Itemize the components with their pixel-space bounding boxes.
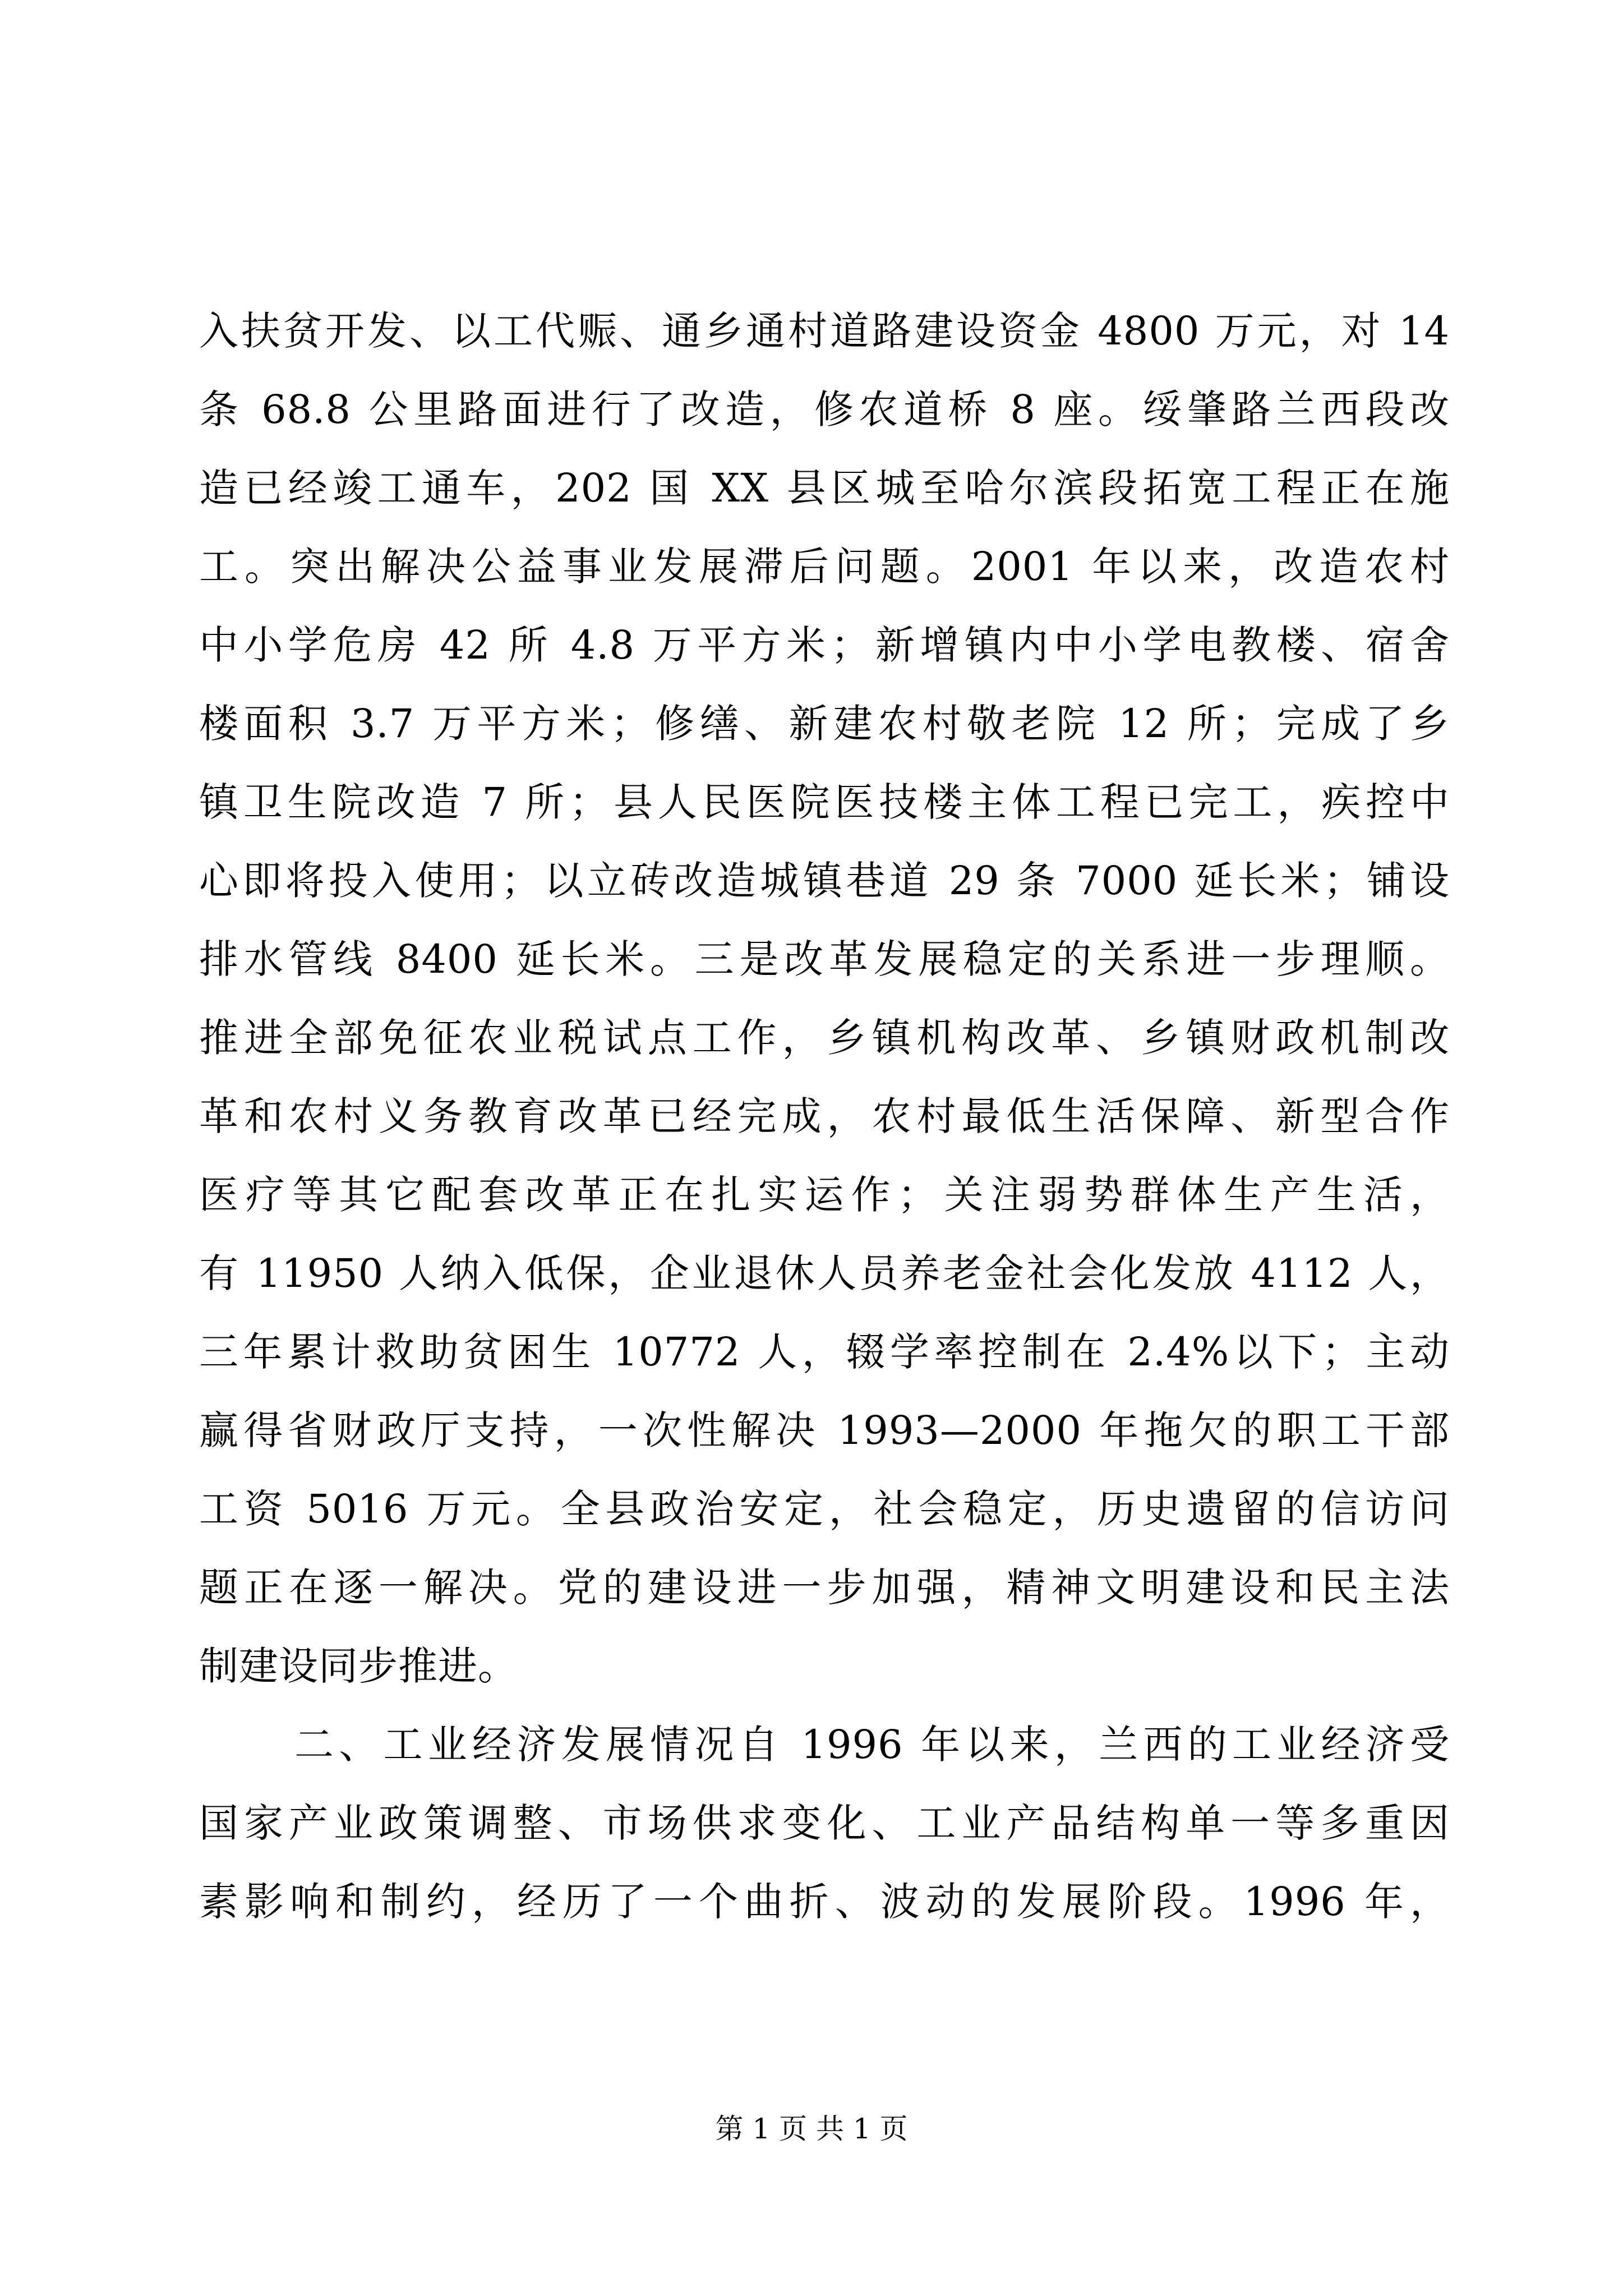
body-line-12: 医疗等其它配套改革正在扎实运作；关注弱势群体生产生活， — [199, 1172, 1450, 1218]
body-line-9: 排水管线 8400 延长米。三是改革发展稳定的关系进一步理顺。 — [199, 936, 1450, 982]
body-line-4: 工。突出解决公益事业发展滞后问题。2001 年以来，改造农村 — [199, 544, 1450, 590]
body-line-2: 条 68.8 公里路面进行了改造，修农道桥 8 座。绥肇路兰西段改 — [199, 386, 1450, 432]
body-line-8: 心即将投入使用；以立砖改造城镇巷道 29 条 7000 延长米；铺设 — [199, 858, 1450, 904]
body-line-13: 有 11950 人纳入低保，企业退休人员养老金社会化发放 4112 人， — [199, 1250, 1450, 1296]
body-line-14: 三年累计救助贫困生 10772 人，辍学率控制在 2.4%以下；主动 — [199, 1329, 1450, 1375]
body-line-16: 工资 5016 万元。全县政治安定，社会稳定，历史遗留的信访问 — [199, 1486, 1450, 1532]
body-line-18: 制建设同步推进。 — [199, 1643, 518, 1689]
body-line-5: 中小学危房 42 所 4.8 万平方米；新增镇内中小学电教楼、宿舍 — [199, 622, 1450, 668]
body-line-10: 推进全部免征农业税试点工作，乡镇机构改革、乡镇财政机制改 — [199, 1015, 1450, 1061]
page-footer: 第 1 页 共 1 页 — [715, 2113, 908, 2145]
body-line-19: 二、工业经济发展情况自 1996 年以来，兰西的工业经济受 — [294, 1722, 1450, 1768]
body-line-6: 楼面积 3.7 万平方米；修缮、新建农村敬老院 12 所；完成了乡 — [199, 701, 1450, 747]
body-line-3: 造已经竣工通车，202 国 XX 县区城至哈尔滨段拓宽工程正在施 — [199, 465, 1450, 511]
body-line-15: 赢得省财政厅支持，一次性解决 1993—2000 年拖欠的职工干部 — [199, 1407, 1450, 1453]
body-line-21: 素影响和制约，经历了一个曲折、波动的发展阶段。1996 年， — [199, 1879, 1450, 1925]
body-line-7: 镇卫生院改造 7 所；县人民医院医技楼主体工程已完工，疾控中 — [199, 779, 1450, 825]
body-line-11: 革和农村义务教育改革已经完成，农村最低生活保障、新型合作 — [199, 1093, 1450, 1139]
body-line-1: 入扶贫开发、以工代赈、通乡通村道路建设资金 4800 万元，对 14 — [199, 308, 1450, 354]
body-line-17: 题正在逐一解决。党的建设进一步加强，精神文明建设和民主法 — [199, 1565, 1450, 1611]
body-line-20: 国家产业政策调整、市场供求变化、工业产品结构单一等多重因 — [199, 1800, 1450, 1846]
